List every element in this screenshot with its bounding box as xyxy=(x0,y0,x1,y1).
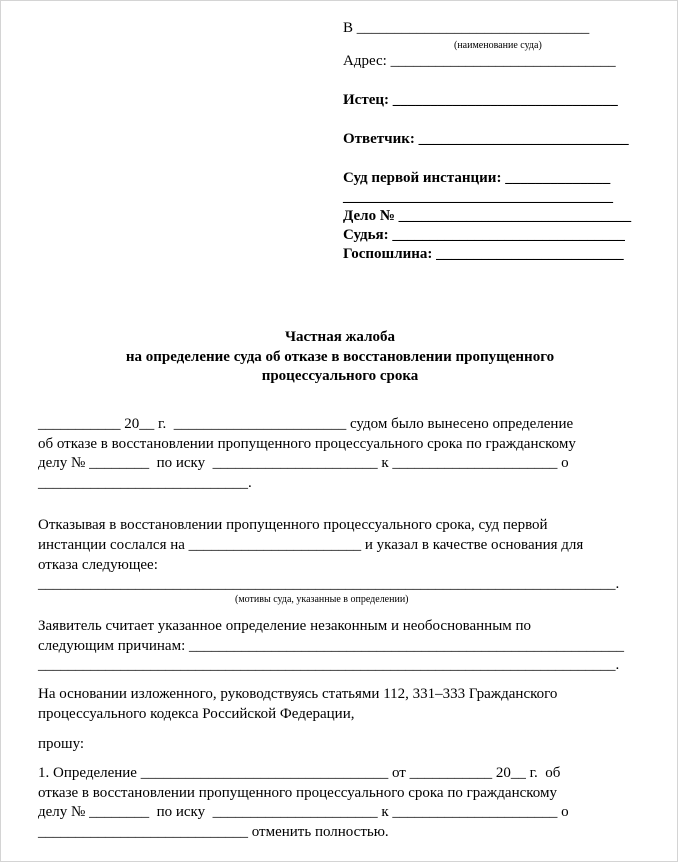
doc-title: Частная жалоба xyxy=(285,329,395,345)
para4-line2: процессуального кодекса Российской Федерации, xyxy=(38,706,355,722)
defendant-line: Ответчик: ____________________________ xyxy=(343,131,629,147)
para2-hint: (мотивы суда, указанные в определении) xyxy=(235,594,409,605)
court-line: В _______________________________ xyxy=(343,20,590,36)
address-line: Адрес: ______________________________ xyxy=(343,53,616,69)
para1-line1: ___________ 20__ г. _______________________ судом было вынесено определение xyxy=(38,416,574,432)
item1-line3: делу № ________ по иску ______________________ к ______________________ о xyxy=(38,804,569,820)
para3-line3: _____________________________________________________________________________. xyxy=(38,657,620,673)
para2-line1: Отказывая в восстановлении пропущенного процессуального срока, суд первой xyxy=(38,517,548,533)
para1-line3: делу № ________ по иску ______________________ к ______________________ о xyxy=(38,455,569,471)
state-fee-line: Госпошлина: _________________________ xyxy=(343,246,624,262)
request-word: прошу: xyxy=(38,736,85,752)
judge-line: Судья: _______________________________ xyxy=(343,227,625,243)
case-number-line: Дело № _______________________________ xyxy=(343,208,632,224)
para4-line1: На основании изложенного, руководствуясь статьями 112, 331–333 Гражданского xyxy=(38,686,558,702)
plaintiff-line: Истец: ______________________________ xyxy=(343,92,618,108)
doc-subtitle-2: процессуального срока xyxy=(261,368,419,384)
court-hint: (наименование суда) xyxy=(454,40,542,51)
item1-line1: 1. Определение _________________________________ от ___________ 20__ г. об xyxy=(38,765,561,781)
para3-line2: следующим причинам: __________________________________________________________ xyxy=(38,638,624,654)
para1-line4: ____________________________. xyxy=(38,475,252,491)
para2-line2: инстанции сослался на _______________________ и указал в качестве основания для xyxy=(38,537,584,553)
para1-line2: об отказе в восстановлении пропущенного процессуального срока по гражданскому xyxy=(38,436,576,452)
item1-line4: ____________________________ отменить полностью. xyxy=(38,824,389,840)
para2-line4: _____________________________________________________________________________. xyxy=(38,576,620,592)
para2-line3: отказа следующее: xyxy=(38,557,158,573)
doc-subtitle-1: на определение суда об отказе в восстановлении пропущенного xyxy=(125,349,555,365)
first-instance-line: Суд первой инстанции: ______________ xyxy=(343,170,611,186)
para3-line1: Заявитель считает указанное определение незаконным и необоснованным по xyxy=(38,618,532,634)
item1-line2: отказе в восстановлении пропущенного процессуального срока по гражданскому xyxy=(38,785,558,801)
first-instance-line-2: ____________________________________ xyxy=(343,189,613,205)
